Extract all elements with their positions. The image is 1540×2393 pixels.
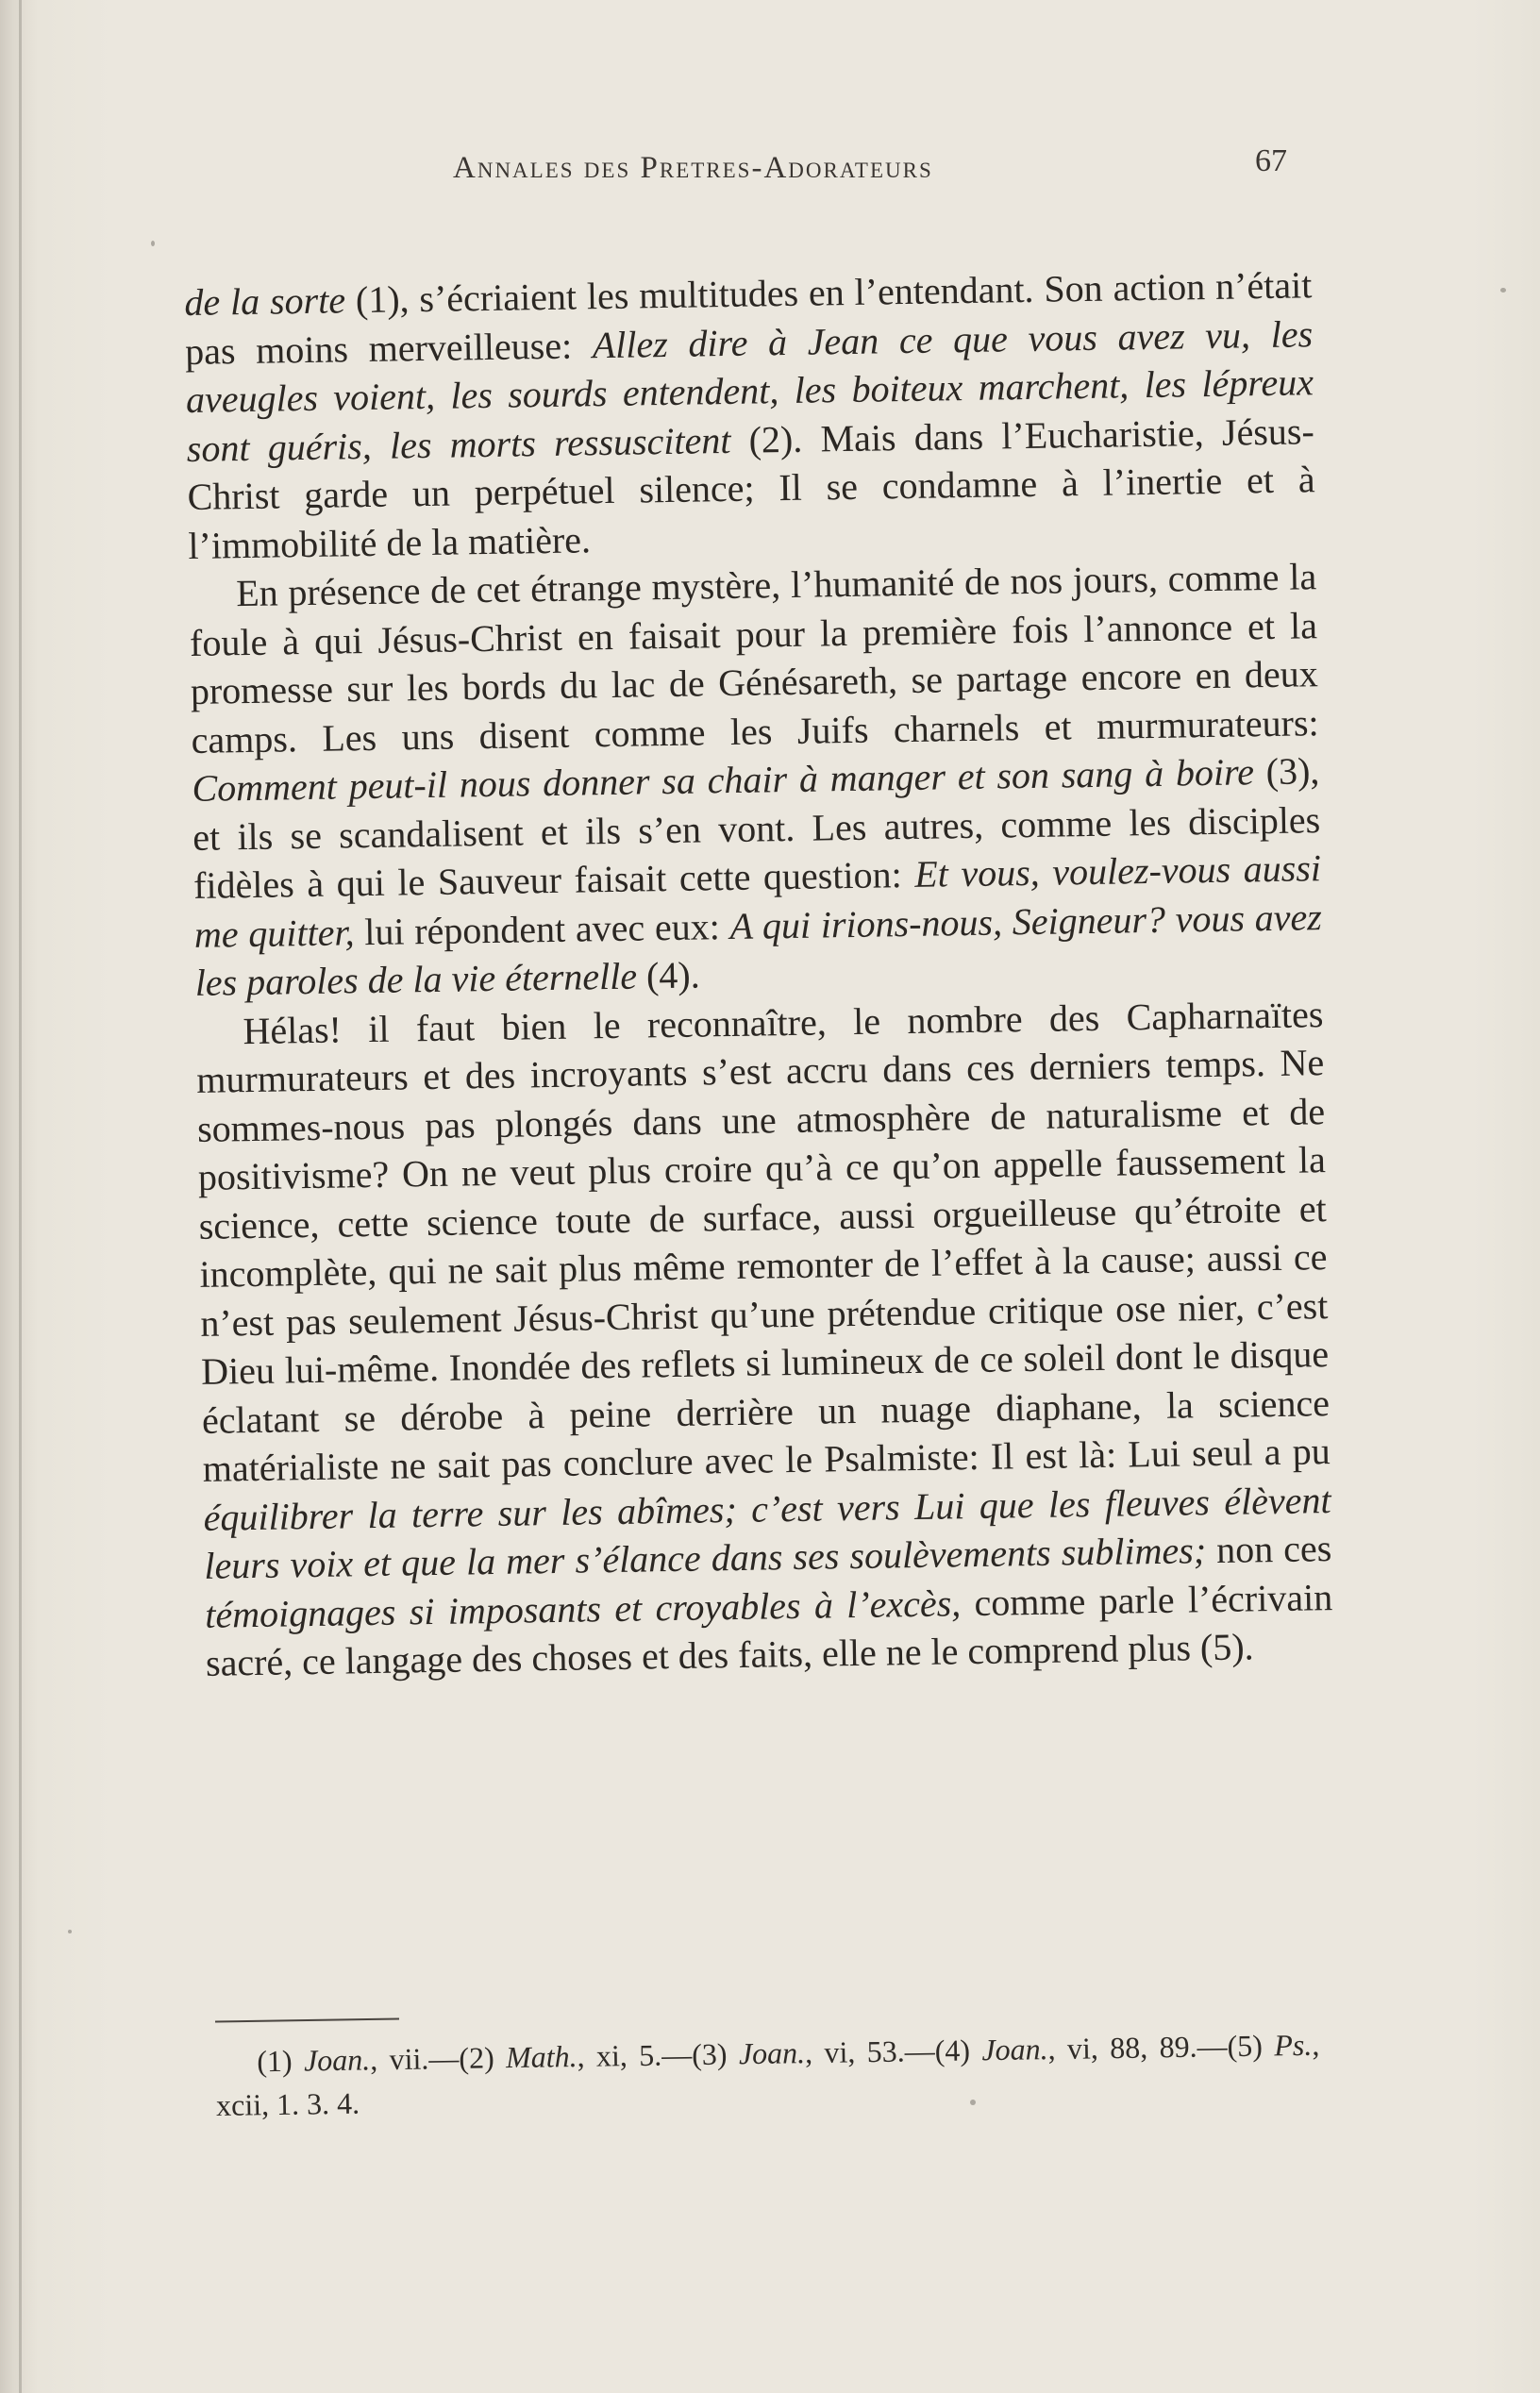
p2-text-4: (4). (636, 953, 701, 997)
paragraph-3 (195, 990, 1333, 1688)
p2-text-1: En présence de cet étrange mystère, l’humanité de nos jours, comme la foule à qui Jésus-Christ en faisait pour la première fois l’annonce et la promesse sur les bords du lac de Génésareth, se partage encore en deux camps. Les uns disent comme les Juifs charnels et murmurateurs: (189, 555, 1319, 761)
paper-speck (970, 2100, 976, 2105)
footnote-rule (215, 2017, 399, 2022)
footnote-line (215, 2023, 1320, 2127)
footnote-5-ref: Ps. (1273, 2027, 1313, 2063)
paragraph-1 (184, 260, 1316, 570)
page-number: 67 (1255, 143, 1287, 178)
p1-text-1: (1), s’écriaient les multitudes en l’entendant. Son action n’était pas moins merveilleuse: (184, 263, 1313, 373)
p2-text-3: lui répondent avec eux: (354, 904, 730, 953)
footnote-1-num: (1) (257, 2043, 305, 2079)
footnote-4-loc: , vi, 88, 89.—(5) (1047, 2028, 1275, 2067)
p2-italic-2: Et vous, voulez-vous aussi me quitter, (193, 846, 1322, 956)
running-title: Annales des Pretres-Adorateurs (453, 151, 933, 185)
footnote-4-ref: Joan. (981, 2032, 1048, 2067)
p1-italic-2: Allez dire à Jean ce que vous avez vu, les aveugles voient, les sourds entendent, les boiteux marchent, les lépreux sont guéris, les morts ressuscitent (185, 311, 1314, 470)
paper-speck (68, 1930, 72, 1933)
p1-italic-1: de la sorte (184, 278, 346, 324)
main-text (184, 260, 1333, 1687)
footnotes (215, 2023, 1320, 2127)
footnote-1-ref: Joan. (303, 2042, 371, 2078)
p3-text-2: non ces (1205, 1527, 1332, 1572)
footnote-2-ref: Math. (505, 2038, 578, 2075)
footnote-3-loc: , vi, 53.—(4) (804, 2033, 982, 2070)
page-header (189, 143, 1302, 200)
p2-italic-1: Comment peut-il nous donner sa chair à manger et son sang à boire (192, 750, 1255, 810)
footnote-5-loc: , xcii, 1. 3. 4. (215, 2027, 1320, 2122)
p3-text-1: Hélas! il faut bien le reconnaître, le nombre des Capharnaïtes murmurateurs et des incroyants s’est accru dans ces derniers temps. Ne sommes-nous pas plongés dans une atmosphère de naturalisme et de positivisme? On ne veut plus croire qu’à ce qu’on appelle faussement la science, cette science toute de surface, aussi orgueilleuse qu’étroite et incomplète, qui ne sait plus même remonter de l’effet à la cause; aussi ce n’est pas seulement Jésus-Christ qu’une prétendue critique ose nier, c’est Dieu lui-même. Inondée des reflets si lumineux de ce soleil dont le disque éclatant se dérobe à peine derrière un nuage diaphane, la science matérialiste ne sait pas conclure avec le Psalmiste: Il est là: Lui seul a pu (195, 992, 1331, 1490)
footnote-1-loc: , vii.—(2) (369, 2040, 507, 2077)
footnote-3-ref: Joan. (738, 2035, 806, 2071)
p3-text-3: comme parle l’écrivain sacré, ce langage des choses et des faits, elle ne le comprend plus (5). (205, 1575, 1333, 1684)
footnote-2-loc: , xi, 5.—(3) (577, 2036, 740, 2073)
binding-gutter (19, 0, 22, 2393)
paper-speck (151, 241, 155, 246)
p3-italic-2: témoignages si imposants et croyables à l’excès, (204, 1581, 962, 1636)
p2-text-2: (3), et ils se scandalisent et ils s’en vont. Les autres, comme les disciples fidèles à qui le Sauveur faisait cette question: (192, 749, 1321, 907)
p3-italic-1: équilibrer la terre sur les abîmes; c’est vers Lui que les fleuves élèvent leurs voix et que la mer s’élance dans ses soulèvements sublimes; (203, 1478, 1331, 1587)
paper-speck (1500, 288, 1506, 293)
paragraph-2 (189, 552, 1323, 1007)
p2-italic-3: A qui irions-nous, Seigneur? vous avez les paroles de la vie éternelle (194, 895, 1323, 1004)
p1-text-2: (2). Mais dans l’Eucharistie, Jésus-Christ garde un perpétuel silence; Il se condamne à l’inertie et à l’immobilité de la matière. (187, 409, 1315, 567)
